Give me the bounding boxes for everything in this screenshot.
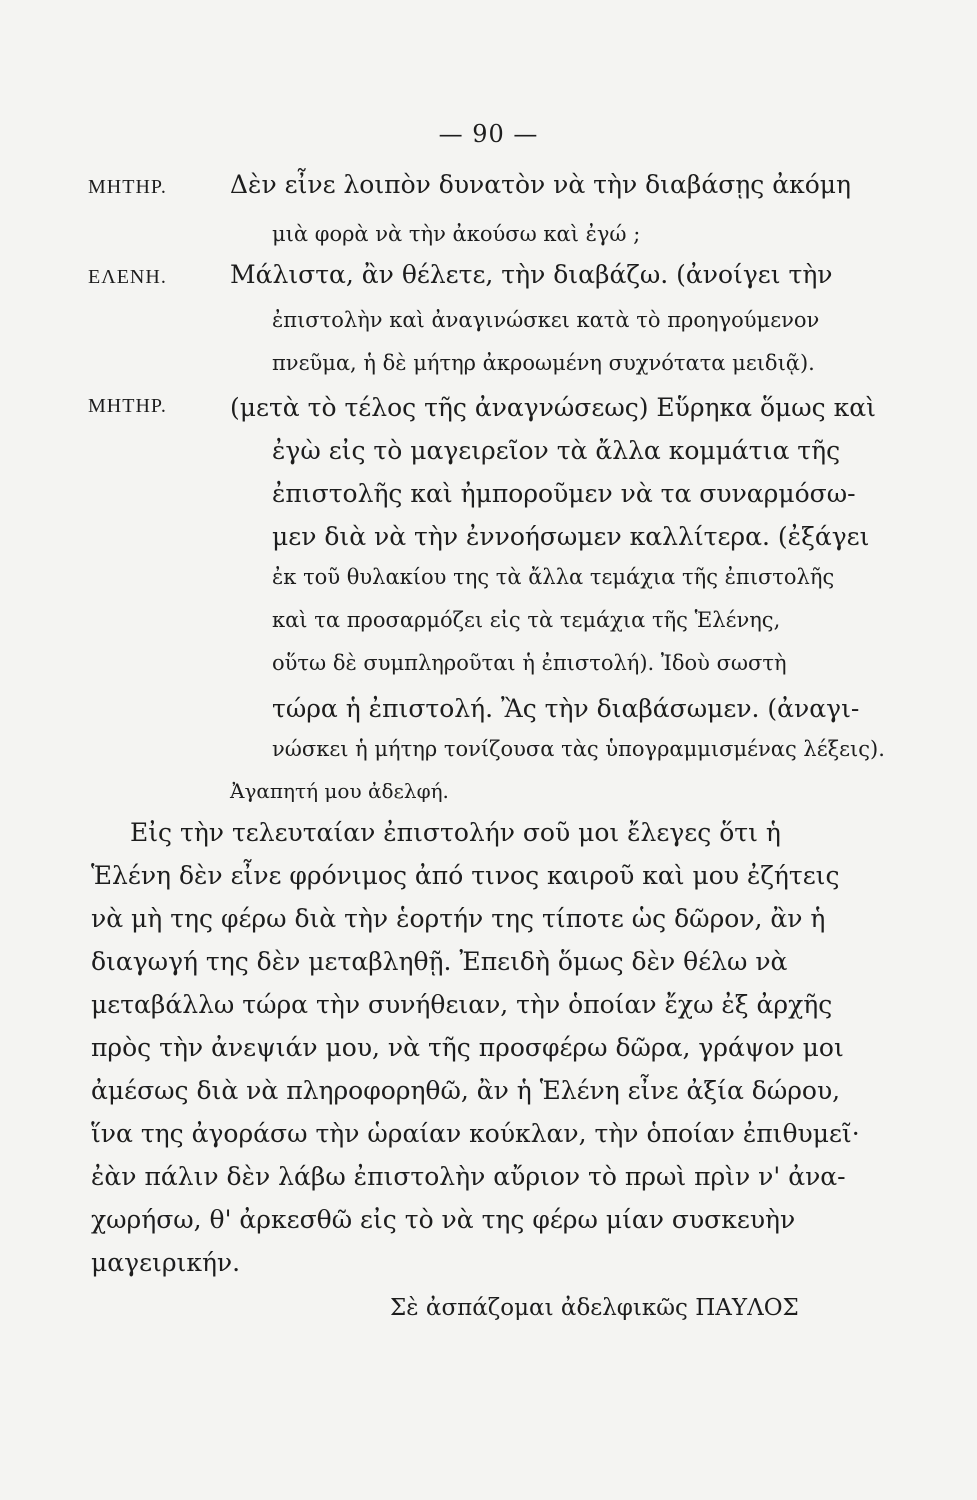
dialogue-line: καὶ τα προσαρμόζει εἰς τὰ τεμάχια τῆς Ἑλένης, bbox=[272, 608, 781, 632]
dialogue-line: ἐκ τοῦ θυλακίου της τὰ ἄλλα τεμάχια τῆς ἐπιστολῆς bbox=[272, 565, 835, 589]
letter-line: ἀμέσως διὰ νὰ πληροφορηθῶ, ἂν ἡ Ἑλένη εἶνε ἀξία δώρου, bbox=[91, 1076, 841, 1105]
dialogue-line: ἐπιστολῆς καὶ ἠμποροῦμεν νὰ τα συναρμόσω- bbox=[272, 479, 856, 508]
letter-salutation: Ἀγαπητή μου ἀδελφή. bbox=[230, 779, 449, 803]
dialogue-line: (μετὰ τὸ τέλος τῆς ἀναγνώσεως) Εὕρηκα ὅμως καὶ bbox=[230, 393, 876, 422]
dialogue-line: πνεῦμα, ἡ δὲ μήτηρ ἀκροωμένη συχνότατα μειδιᾷ). bbox=[272, 351, 815, 375]
letter-line: νὰ μὴ της φέρω διὰ τὴν ἑορτήν της τίποτε ὡς δῶρον, ἂν ἡ bbox=[91, 904, 826, 933]
page-number: — 90 — bbox=[438, 120, 539, 148]
letter-line: διαγωγή της δὲν μεταβληθῇ. Ἐπειδὴ ὅμως δὲν θέλω νὰ bbox=[91, 947, 788, 976]
speaker-eleni: ΕΛΕΝΗ. bbox=[88, 266, 167, 288]
letter-line: χωρήσω, θ' ἀρκεσθῶ εἰς τὸ νὰ της φέρω μίαν συσκευὴν bbox=[91, 1205, 796, 1234]
letter-signature: Σὲ ἀσπάζομαι ἀδελφικῶς ΠΑΥΛΟΣ bbox=[390, 1295, 799, 1321]
dialogue-line: τώρα ἡ ἐπιστολή. Ἂς τὴν διαβάσωμεν. (ἀναγι- bbox=[272, 694, 860, 723]
dialogue-line: ἐγὼ εἰς τὸ μαγειρεῖον τὰ ἄλλα κομμάτια τῆς bbox=[272, 436, 841, 465]
speaker-mother-second: ΜΗΤΗΡ. bbox=[88, 395, 167, 417]
letter-line: ἐὰν πάλιν δὲν λάβω ἐπιστολὴν αὔριον τὸ πρωὶ πρὶν ν' ἀνα- bbox=[91, 1162, 846, 1191]
dialogue-line: νώσκει ἡ μήτηρ τονίζουσα τὰς ὑπογραμμισμένας λέξεις). bbox=[272, 737, 885, 761]
dialogue-line: Μάλιστα, ἂν θέλετε, τὴν διαβάζω. (ἀνοίγει τὴν bbox=[230, 260, 833, 289]
dialogue-line: μεν διὰ νὰ τὴν ἐννοήσωμεν καλλίτερα. (ἐξάγει bbox=[272, 522, 870, 551]
dialogue-line: Δὲν εἶνε λοιπὸν δυνατὸν νὰ τὴν διαβάσῃς ἀκόμη bbox=[230, 170, 851, 199]
letter-line: Εἰς τὴν τελευταίαν ἐπιστολήν σοῦ μοι ἔλεγες ὅτι ἡ bbox=[130, 818, 781, 847]
speaker-mother: ΜΗΤΗΡ. bbox=[88, 176, 167, 198]
letter-line: ἵνα της ἀγοράσω τὴν ὡραίαν κούκλαν, τὴν ὁποίαν ἐπιθυμεῖ· bbox=[91, 1119, 860, 1148]
dialogue-line: μιὰ φορὰ νὰ τὴν ἀκούσω καὶ ἐγώ ; bbox=[272, 222, 641, 246]
letter-line: Ἑλένη δὲν εἶνε φρόνιμος ἀπό τινος καιροῦ καὶ μου ἐζήτεις bbox=[91, 861, 840, 890]
letter-line: πρὸς τὴν ἀνεψιάν μου, νὰ τῆς προσφέρω δῶρα, γράψον μοι bbox=[91, 1033, 844, 1062]
letter-line: μεταβάλλω τώρα τὴν συνήθειαν, τὴν ὁποίαν ἔχω ἐξ ἀρχῆς bbox=[91, 990, 833, 1019]
dialogue-line: οὕτω δὲ συμπληροῦται ἡ ἐπιστολή). Ἰδοὺ σωστὴ bbox=[272, 651, 787, 675]
dialogue-line: ἐπιστολὴν καὶ ἀναγινώσκει κατὰ τὸ προηγούμενον bbox=[272, 308, 820, 332]
letter-line: μαγειρικήν. bbox=[91, 1248, 241, 1277]
